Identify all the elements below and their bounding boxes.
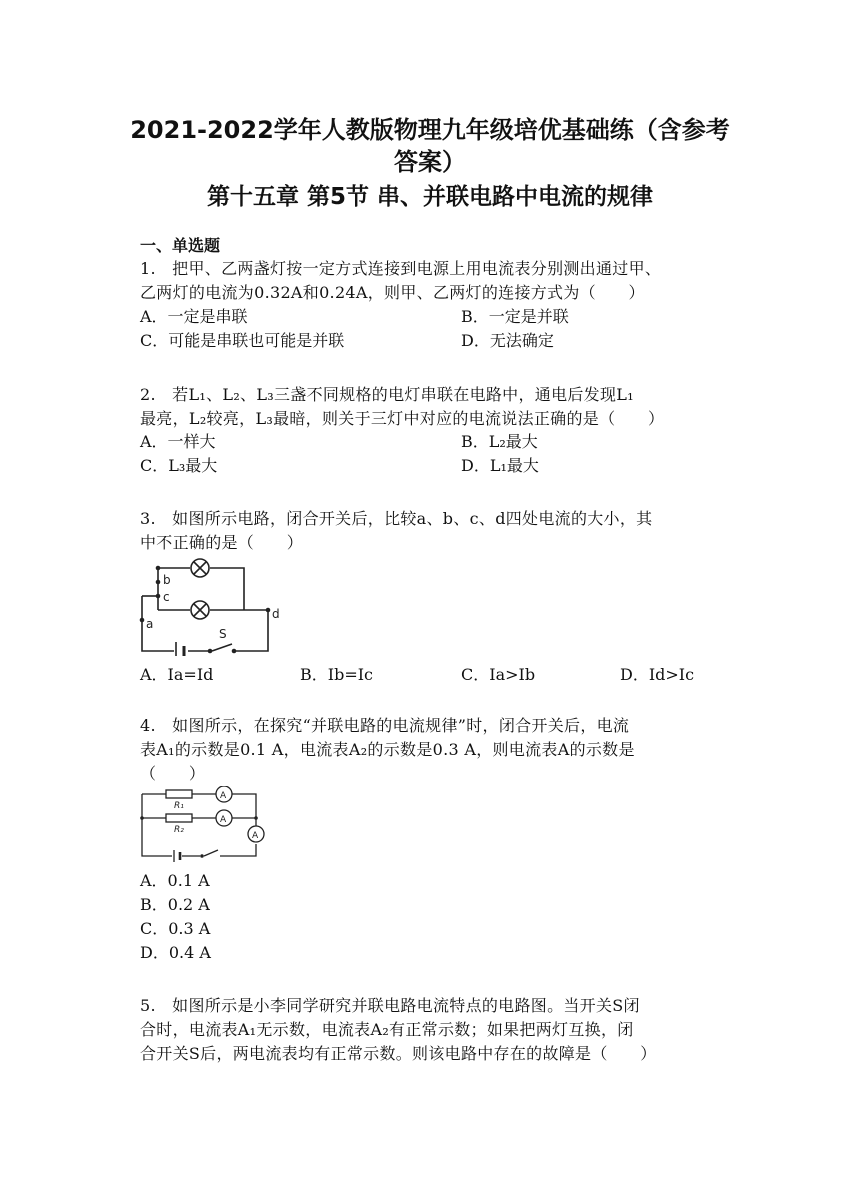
q3-label-b: b (163, 573, 171, 587)
q4-ammeter-a1: A (220, 791, 227, 801)
q2-option-d: D．L₁最大 (461, 456, 539, 475)
q3-stem-line1: 3. 如图所示电路，闭合开关后，比较a、b、c、d四处电流的大小，其 (140, 509, 653, 528)
q4-stem-line1: 4. 如图所示，在探究“并联电路的电流规律”时，闭合开关后，电流 (140, 716, 630, 735)
q4-circuit-diagram (138, 786, 278, 864)
q2-stem-line2: 最亮，L₂较亮，L₃最暗，则关于三灯中对应的电流说法正确的是（ ） (140, 409, 665, 428)
q4-option-a: A．0.1 A (140, 871, 210, 890)
q4-option-d: D．0.4 A (140, 943, 211, 962)
q3-option-b: B．Ib=Ic (300, 665, 374, 684)
q4-label-r2: R₂ (174, 825, 184, 835)
q3-option-d: D．Id>Ic (620, 665, 695, 684)
q2-option-a: A．一样大 (140, 432, 216, 451)
q1-stem-line2: 乙两灯的电流为0.32A和0.24A，则甲、乙两灯的连接方式为（ ） (140, 283, 645, 302)
q3-option-c: C．Ia>Ib (461, 665, 536, 684)
q3-label-d: d (272, 607, 280, 621)
doc-subtitle: 第十五章 第5节 串、并联电路中电流的规律 (206, 184, 654, 210)
q1-option-b: B．一定是并联 (461, 307, 569, 326)
q4-label-r1: R₁ (174, 801, 184, 811)
doc-title-line2: 答案） (394, 148, 466, 176)
q4-ammeter-a2: A (220, 815, 227, 825)
q1-stem-line1: 1. 把甲、乙两盏灯按一定方式连接到电源上用电流表分别测出通过甲、 (140, 259, 662, 278)
q3-label-a: a (146, 617, 154, 631)
q4-ammeter-main: A (252, 831, 259, 841)
q3-label-s: S (219, 627, 227, 641)
section-heading: 一、单选题 (140, 236, 221, 255)
q2-option-c: C．L₃最大 (140, 456, 218, 475)
q5-stem-line2: 合时，电流表A₁无示数，电流表A₂有正常示数；如果把两灯互换，闭 (140, 1020, 634, 1039)
q1-option-c: C．可能是串联也可能是并联 (140, 331, 345, 350)
q3-stem-line2: 中不正确的是（ ） (140, 533, 304, 552)
q2-option-b: B．L₂最大 (461, 432, 538, 451)
q2-stem-line1: 2. 若L₁、L₂、L₃三盏不同规格的电灯串联在电路中，通电后发现L₁ (140, 385, 634, 404)
q1-option-a: A．一定是串联 (140, 307, 248, 326)
q4-stem-line2: 表A₁的示数是0.1 A，电流表A₂的示数是0.3 A，则电流表A的示数是 (140, 740, 635, 759)
q3-circuit-diagram (138, 556, 288, 656)
q3-label-c: c (163, 590, 170, 604)
q4-option-c: C．0.3 A (140, 919, 211, 938)
q5-stem-line1: 5. 如图所示是小李同学研究并联电路电流特点的电路图。当开关S闭 (140, 996, 640, 1015)
q4-stem-line3: （ ） (140, 764, 206, 783)
q3-option-a: A．Ia=Id (140, 665, 214, 684)
q4-option-b: B．0.2 A (140, 895, 210, 914)
doc-title-line1: 2021-2022学年人教版物理九年级培优基础练（含参考 (130, 116, 730, 144)
q1-option-d: D．无法确定 (461, 331, 554, 350)
q5-stem-line3: 合开关S后，两电流表均有正常示数。则该电路中存在的故障是（ ） (140, 1044, 657, 1063)
